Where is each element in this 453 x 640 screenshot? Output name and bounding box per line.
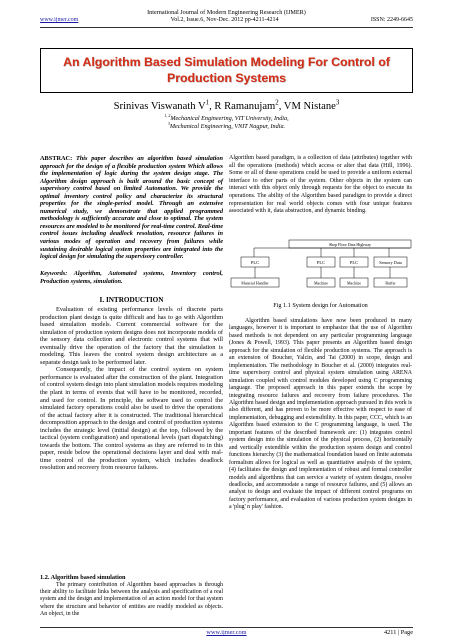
right-top-paragraph: Algorithm based paradigm, is a collection of data (attributes) together with all the operations (methods) which access or alter that data (Hill, 1996). Some or all of these operations could be used to provide a uniform external interface to other parts of the system. Other objects in the system can interact with this object only through requests for the object to execute its operations. The ability of the Algorithm based paradigm to provide a direct representation for real world objects comes with four unique features associated with it, data abstraction, and dynamic binding. <box>229 155 412 215</box>
abstract <box>40 155 223 261</box>
sensory-data-label: Sensory Data <box>379 260 402 265</box>
abstract-text: This paper describes an algorithm based simulation approach for the design of a flexible production system Which allows the implementation of logic during the system design stage. The Algorithm design approach is built around the basic concept of supervisory control based on limited Automation. We provide the optimal inventory control policy and characterize its structural properties for the single-period model. Through an extensive numerical study, we demonstrate that applied programmed methodology is sufficiently accurate and close to optimal. The system resources are modeled to be monitored for real-time control. Real-time control issues including deadlock resolution, resource failures in various modes of operation and recovery from failures while sustaining desirable logical system properties are integrated into the logical design for simulating the supervisory controller. <box>40 155 223 261</box>
journal-name: International Journal of Modern Engineering Research (IJMER) <box>147 9 306 16</box>
page-number: 4211 | Page <box>383 629 413 636</box>
section-heading-introduction: I. INTRODUCTION <box>99 296 164 304</box>
right-column-body <box>229 318 412 512</box>
highway-label: Shop Floor Data Highway <box>328 242 372 247</box>
subsection-body <box>40 582 223 618</box>
material-handler-label: Material Handler <box>241 280 269 286</box>
intro-paragraph-1: Evaluation of existing performance levels of discrete parts production plant design is quite difficult and has to go with Algorithm based simulation models. Current commercial software for the simulation of production system designs does not incorporate models of the sensory data collection and electronic control systems that will eventually drive the operation of the factory that the simulation is modeling. This leaves the control system design architecture as a separate design task to be performed later. <box>40 306 223 366</box>
journal-volume: Vol.2, Issue.6, Nov-Dec. 2012 pp-4211-4214 <box>170 17 279 23</box>
abstract-label: ABSTRAC: <box>40 155 73 162</box>
plc-label-1: PLC <box>250 260 260 265</box>
paper-title-line-1: An Algorithm Based Simulation Modeling For Control of <box>63 55 390 69</box>
keywords-text: Algorithm, Automated systems, Inventory control, Production systems, simulation. <box>40 270 223 285</box>
affiliation-1-text: Mechanical Engineering, VIT University, India, <box>170 115 289 122</box>
affiliation-1 <box>0 112 453 122</box>
subsection-paragraph: The primary contribution of Algorithm based approaches is through their ability to facilitate links between the analysis and specification of a real system and the design and implementation of an action model for that system where the structure and behavior of entities are readily modeled as objects. An object, in the <box>40 582 223 617</box>
affiliation-2 <box>0 120 453 130</box>
journal-issn: ISSN: 2249-6645 <box>370 17 413 23</box>
figure-caption: Fig 1.1 System design for Automation <box>273 302 368 309</box>
plc-label-2: PLC <box>316 260 326 265</box>
footer-divider <box>40 627 413 628</box>
intro-paragraph-2: Consequently, the impact of the control system on system performance is evaluated after the construction of the plant. Integration of control system design into plant simulation models requires modeling the plant in terms of events that will have to be monitored, recorded, and used for control. In principle, the software used to control the simulated factory operations could also be used to drive the operations of the actual factory after it is constructed. The traditional hierarchical decomposition approach to the design and control of production systems includes the strategic level (initial design) at the top, followed by the tactical (system configuration) and operational levels (part dispatching) towards the bottom. The control systems as they are referred to in this paper, reside below the operational decisions layer and deal with real-time control of the production system, which includes deadlock resolution and recovery from resource failures. <box>40 366 223 472</box>
system-design-diagram <box>229 237 412 301</box>
system-design-figure <box>229 237 412 301</box>
author-1-affil-mark: 1 <box>205 99 210 107</box>
keywords <box>40 270 223 285</box>
paper-title-line-2: Production Systems <box>167 70 286 85</box>
journal-subline <box>40 17 413 25</box>
header-divider <box>40 27 413 28</box>
author-3-affil-mark: 3 <box>335 99 340 107</box>
keywords-label: Keywords: <box>40 270 68 277</box>
paper-title-box <box>40 48 413 93</box>
footer-url-link[interactable]: www.ijmer.com <box>206 629 247 636</box>
subsection-heading: 1.2. Algorithm based simulation <box>40 574 126 581</box>
introduction-body <box>40 306 223 472</box>
affiliation-1-mark: 1, 2 <box>164 112 171 118</box>
author-2: , R Ramanujam <box>209 101 276 112</box>
author-2-affil-mark: 2 <box>275 99 279 107</box>
machine-label-2: Machine <box>347 280 361 286</box>
affiliation-2-mark: 3 <box>167 120 170 126</box>
affiliation-2-text: Mechanical Engineering, VNIT Nagpur, India. <box>169 123 286 130</box>
author-3: , VM Nistane <box>278 101 336 112</box>
journal-url-link[interactable]: www.ijmer.com <box>40 17 79 23</box>
author-list <box>0 101 453 113</box>
right-body-paragraph: Algorithm based simulations have now been produced in many languages, however it is important to emphasize that the use of Algorithm based methods is not dependent on any particular programming language (Jones & Powell, 1993). This paper presents an Algorithm based design approach for the simulation of flexible production systems. The approach is an extension of Boucher, Yalcin, and Tai (2000) in scope, design and implementation. The methodology in Boucher et al. (2000) integrates real-time supervisory control and physical system simulation using ARENA simulation coupled with control modules developed using C programming language. The proposed approach in this paper extends the scope by integrating resource failures and recovery from failure procedures. The Algorithm based design and implementation approach pursued in this work is also different, and has proven to be more effective with respect to ease of implementation, debugging and extensibility. In this paper, CCC, which is an Algorithm based extension to the C programming language, is used. The important features of the described framework are: (1) integrates control system design into the simulation of the physical process, (2) horizontally and vertically extendible within the production system design and control functions hierarchy (3) the mathematical foundation based on finite automata formalism allows for logical as well as quantitative analysis of the system, (4) facilitates the design and implementation of robust and formal controller models and algorithms that can service a variety of system designs, resolve deadlocks, and accommodate a range of resource failures, and (5) allows an analyst to design and evaluate the impact of different control programs on factory performance, and evaluation of various production system designs in a 'plug' n play' fashion. <box>229 318 412 511</box>
machine-label-1: Machine <box>314 280 328 286</box>
author-1: Srinivas Viswanath V <box>113 101 206 112</box>
plc-label-3: PLC <box>349 260 359 265</box>
buffer-label: Buffer <box>385 280 396 286</box>
right-column-top <box>229 155 412 216</box>
